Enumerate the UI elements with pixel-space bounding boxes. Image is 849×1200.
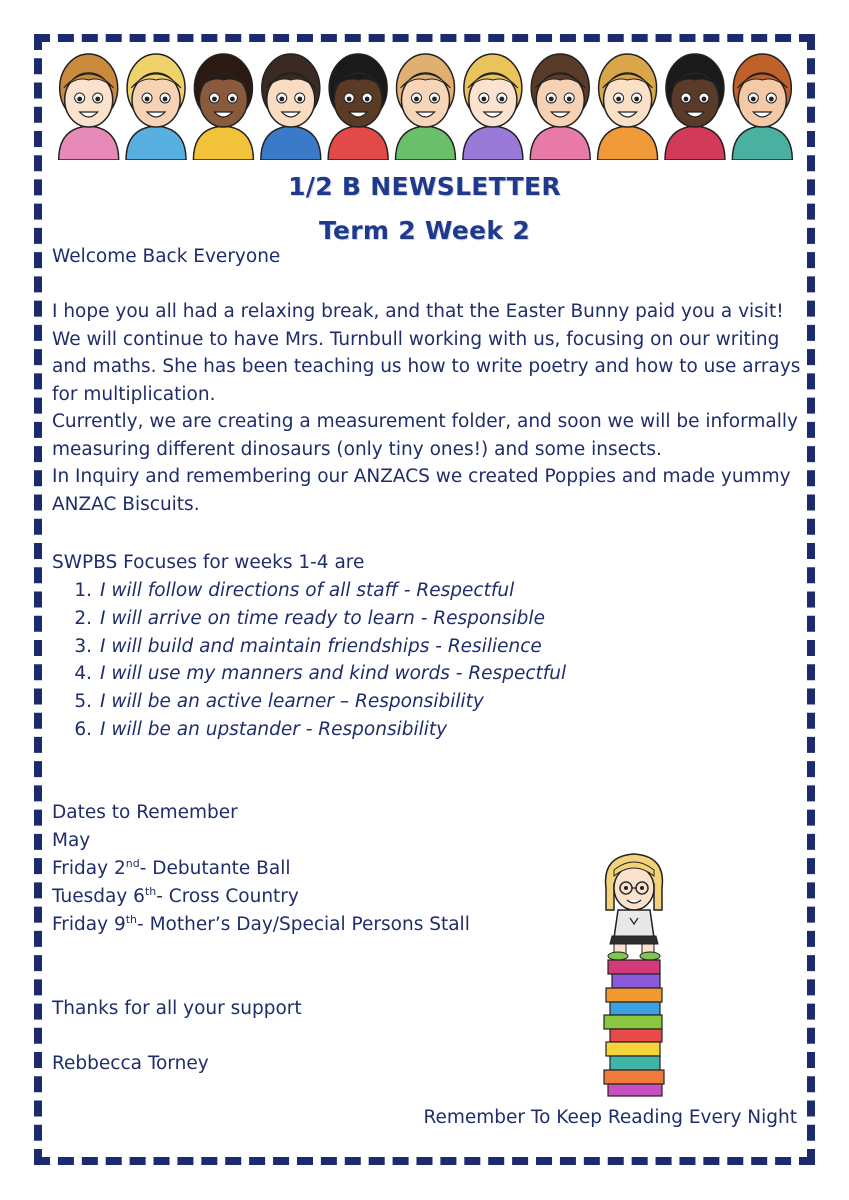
dates-heading: Dates to Remember	[52, 802, 238, 823]
date-event: Friday 2nd- Debutante Ball	[52, 856, 291, 879]
signature: Rebbecca Torney	[52, 1053, 209, 1074]
date-event: Tuesday 6th- Cross Country	[52, 884, 299, 907]
list-item: 2. I will arrive on time ready to learn - Responsible	[74, 607, 545, 629]
paragraph-measurement: Currently, we are creating a measurement folder, and soon we will be informally measuring different dinosaurs (only tiny ones!) and some insects.	[52, 411, 798, 460]
newsletter-subtitle: Term 2 Week 2	[318, 216, 531, 245]
dates-month: May	[52, 830, 91, 851]
list-item: 1. I will follow directions of all staff - Respectful	[74, 580, 515, 601]
list-item: 5. I will be an active learner – Responsibility	[74, 691, 484, 713]
list-item: 4. I will use my manners and kind words - Respectful	[74, 663, 567, 685]
greeting: Welcome Back Everyone	[52, 246, 281, 267]
reading-reminder: Remember To Keep Reading Every Night	[423, 1107, 797, 1128]
kids-banner-illustration	[55, 42, 796, 160]
girl-on-books-illustration	[596, 848, 672, 1098]
focuses-heading: SWPBS Focuses for weeks 1-4 are	[52, 552, 365, 573]
paragraph-break: I hope you all had a relaxing break, and that the Easter Bunny paid you a visit! We will continue to have Mrs. Turnbull working with us, focusing on our writing and maths. She has been teaching us how to write poetry and how to use arrays for multiplication.	[52, 301, 801, 405]
paragraph-inquiry: In Inquiry and remembering our ANZACS we created Poppies and made yummy ANZAC Biscuits.	[52, 466, 791, 515]
thanks-line: Thanks for all your support	[52, 998, 302, 1019]
list-item: 3. I will build and maintain friendships - Resilience	[74, 635, 542, 657]
list-item: 6. I will be an upstander - Responsibility	[74, 718, 448, 740]
focus-list	[52, 577, 566, 744]
date-event: Friday 9th- Mother’s Day/Special Persons Stall	[52, 912, 470, 935]
body-paragraphs	[52, 298, 812, 518]
newsletter-title: 1/2 B NEWSLETTER	[288, 172, 561, 201]
